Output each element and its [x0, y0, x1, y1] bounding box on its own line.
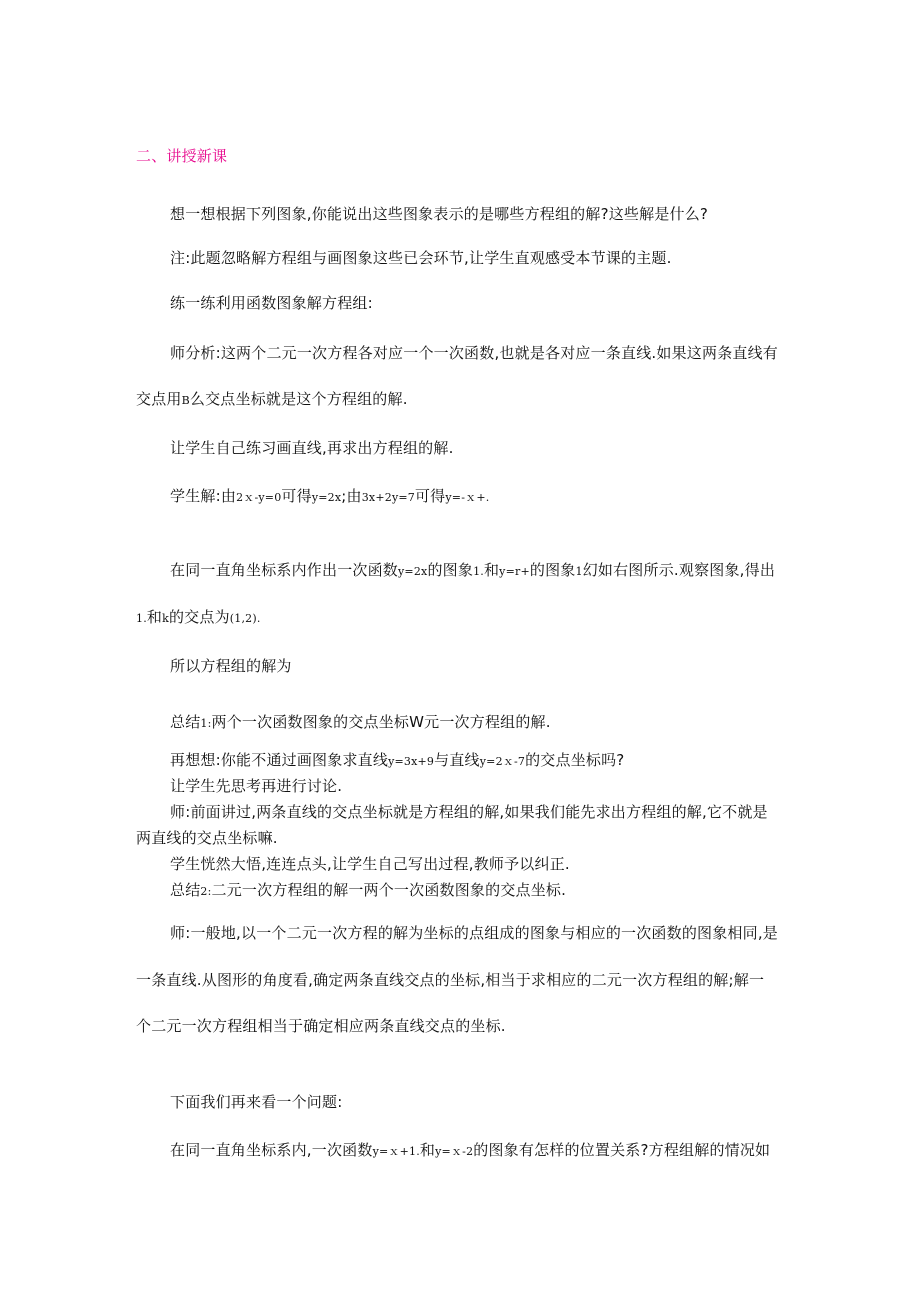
text-run: 学生解:由 [170, 487, 237, 505]
text-run: 交点用 [136, 390, 182, 408]
paragraph-summary-1 [170, 712, 551, 734]
text-run: 可得 [281, 487, 312, 505]
text-run: 在同一直角坐标系内作出一次函数 [170, 561, 399, 579]
paragraph-teacher-analysis-cont [136, 389, 408, 411]
paragraph-coordinate-system-cont [136, 607, 261, 629]
text-run: 的交点坐标吗? [525, 751, 625, 769]
paragraph-discuss: 让学生先思考再进行讨论. [170, 777, 343, 795]
paragraph-note: 注:此题忽略解方程组与画图象这些已会环节,让学生直观感受本节课的主题. [170, 249, 672, 267]
text-run: 和 [483, 561, 500, 579]
text-run: 再想想:你能不通过画图象求直线 [170, 751, 389, 769]
math-run: B [181, 394, 190, 407]
section-heading: 二、讲授新课 [136, 147, 228, 165]
math-run: 1 [575, 565, 583, 578]
paragraph-teacher-general-cont-2: 个二元一次方程组相当于确定相应两条直线交点的坐标. [136, 1017, 506, 1035]
text-run: 与直线 [434, 751, 480, 769]
paragraph-students-realize: 学生恍然大悟,连连点头,让学生自己写出过程,教师予以纠正. [170, 855, 570, 873]
math-run: y=2ｘ-7 [479, 755, 526, 768]
text-run: 的图象 [427, 561, 474, 579]
text-run: 总结 [170, 713, 201, 731]
math-run: 1. [473, 565, 484, 578]
text-run: ;由 [341, 487, 362, 505]
math-run: y=ｘ-2 [435, 1145, 474, 1158]
text-run: 和 [146, 608, 163, 626]
math-run: y=ｘ+1. [372, 1145, 420, 1158]
math-run: 3x+2y=7 [361, 491, 415, 504]
math-run: 1: [200, 717, 212, 730]
paragraph-same-system [170, 1140, 770, 1162]
text-run: 可得 [414, 487, 446, 505]
text-run: 的交点为 [168, 608, 230, 626]
paragraph-solution-is: 所以方程组的解为 [170, 657, 292, 675]
paragraph-teacher-general-cont-1: 一条直线.从图形的角度看,确定两条直线交点的坐标,相当于求相应的二元一次方程组的解;解一 [136, 971, 765, 989]
math-run: (1,2). [229, 612, 261, 625]
paragraph-student-practice: 让学生自己练习画直线,再求出方程组的解. [170, 439, 454, 457]
paragraph-student-solution [170, 486, 489, 508]
text-run: 的图象 [529, 561, 576, 579]
math-run: 2: [200, 885, 212, 898]
paragraph-think-again [170, 750, 624, 772]
text-run: 两个一次函数图象的交点坐标W元一次方程组的解. [211, 713, 551, 731]
math-run: 2ｘ-y=0 [236, 491, 282, 504]
text-run: 的图象有怎样的位置关系?方程组解的情况如 [473, 1141, 771, 1159]
math-run: y=-ｘ+. [445, 491, 490, 504]
math-run: y=r+ [499, 565, 530, 578]
math-run: 1. [136, 612, 147, 625]
text-run: 总结 [170, 881, 201, 899]
paragraph-coordinate-system [170, 560, 775, 582]
paragraph-teacher-explain-cont: 两直线的交点坐标嘛. [136, 829, 278, 847]
text-run: 和 [419, 1141, 436, 1159]
math-run: y=2x [311, 491, 342, 504]
paragraph-teacher-general: 师:一般地,以一个二元一次方程的解为坐标的点组成的图象与相应的一次函数的图象相同,是 [170, 924, 778, 942]
math-run: y=2x [398, 565, 428, 578]
text-run: 在同一直角坐标系内,一次函数 [170, 1141, 373, 1159]
paragraph-think: 想一想根据下列图象,你能说出这些图象表示的是哪些方程组的解?这些解是什么? [170, 205, 709, 223]
math-run: y=3x+9 [388, 755, 435, 768]
paragraph-teacher-analysis: 师分析:这两个二元一次方程各对应一个一次函数,也就是各对应一条直线.如果这两条直线有 [170, 344, 778, 362]
text-run: 二元一次方程组的解一两个一次函数图象的交点坐标. [211, 881, 567, 899]
paragraph-teacher-explain: 师:前面讲过,两条直线的交点坐标就是方程组的解,如果我们能先求出方程组的解,它不就是 [170, 803, 768, 821]
text-run: 幻如右图所示.观察图象,得出 [582, 561, 776, 579]
paragraph-next-question: 下面我们再来看一个问题: [170, 1093, 343, 1111]
paragraph-practice: 练一练利用函数图象解方程组: [170, 294, 373, 312]
math-run: k [162, 612, 169, 625]
text-run: 么交点坐标就是这个方程组的解. [189, 390, 408, 408]
paragraph-summary-2 [170, 880, 566, 902]
